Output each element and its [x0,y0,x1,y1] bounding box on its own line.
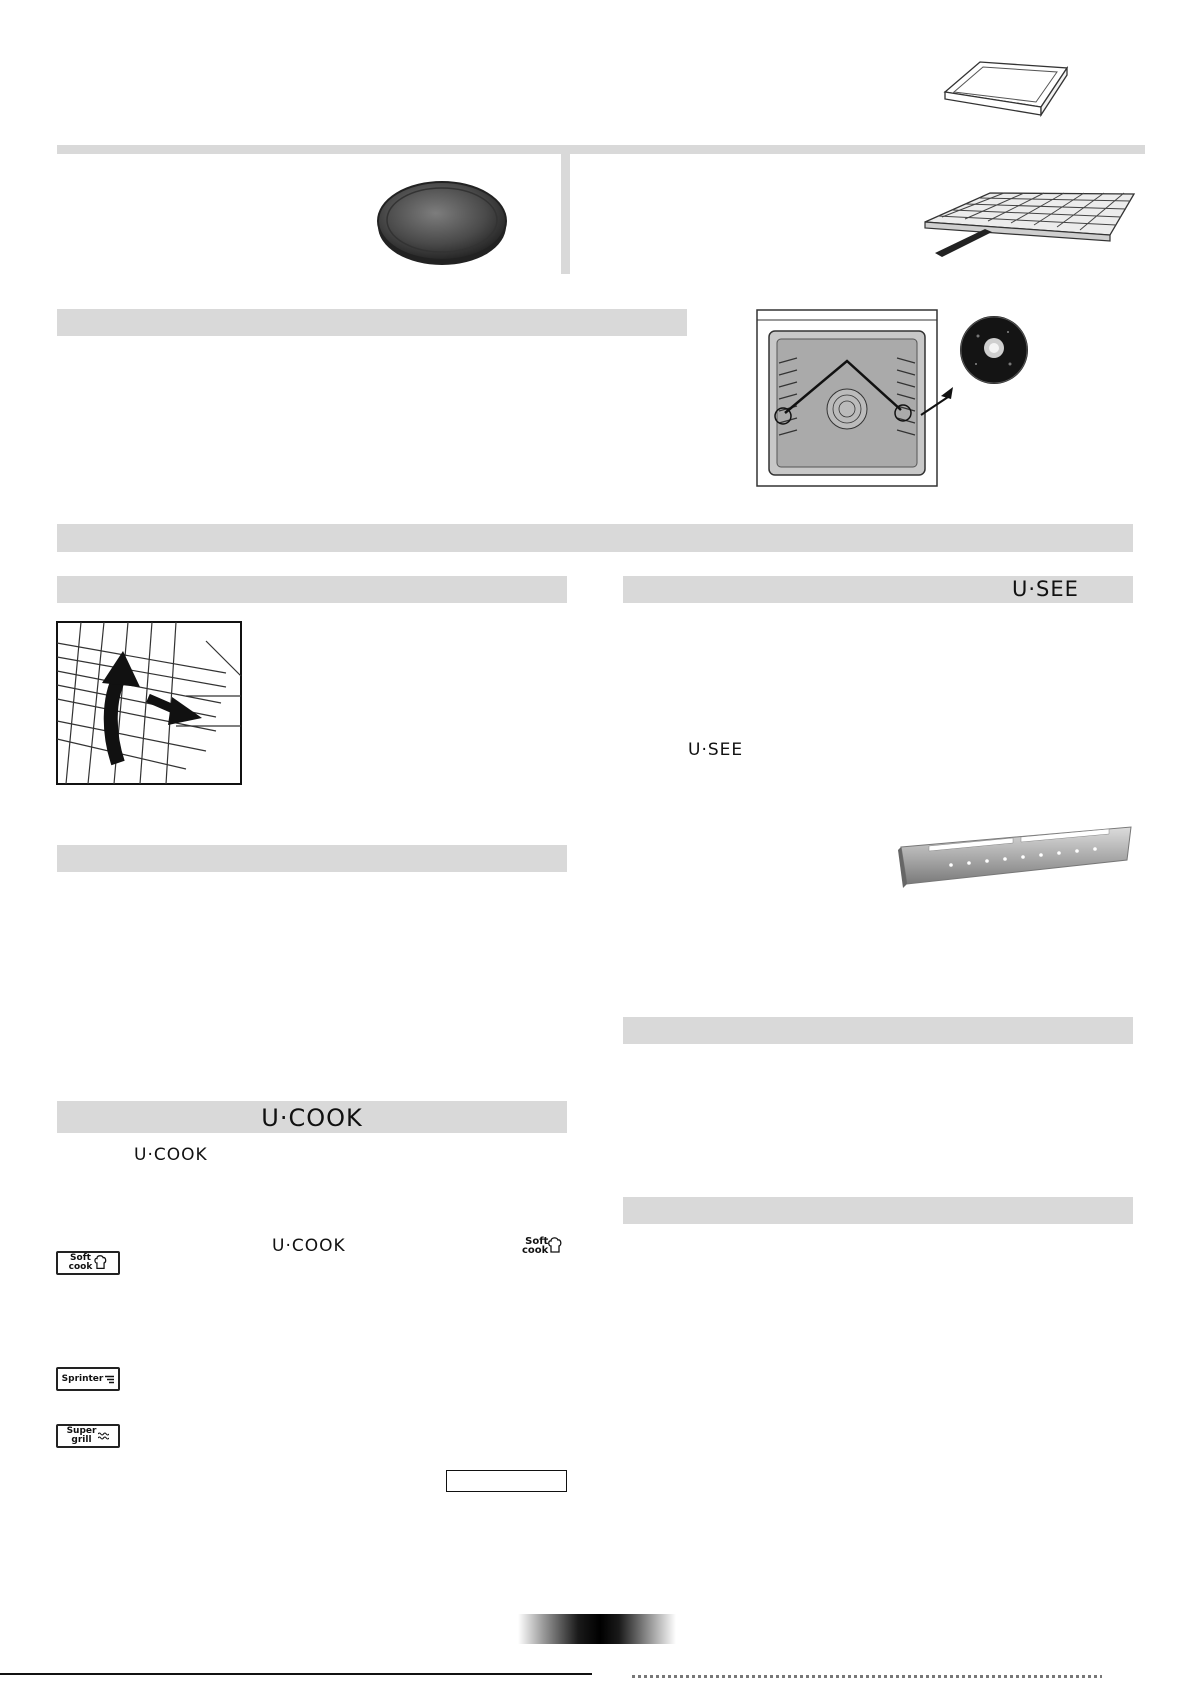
right-section-header-bar-2 [623,1017,1133,1044]
section-header-bar-1 [57,309,687,336]
empty-framed-box [446,1470,567,1492]
grill-rack-image [920,185,1140,265]
sprinter-icon-label: Sprinter [61,1373,104,1384]
sprinter-icon [56,1367,120,1391]
footer-rule [0,1673,592,1675]
ucook-logo-header: U·COOK [261,1104,363,1132]
oven-interior-diagram [755,303,955,488]
rack-removal-diagram [56,621,242,785]
chef-hat-icon [548,1237,562,1255]
full-width-header-bar [57,524,1133,552]
super-grill-icon-bottom: grill [71,1435,92,1445]
ucook-logo-inline-1: U·COOK [134,1145,208,1165]
soft-cook-icon-bottom: cook [68,1262,93,1272]
super-grill-icon [56,1424,120,1448]
oven-lamp-closeup-image [958,314,1030,386]
ucook-logo-inline-2: U·COOK [272,1236,346,1256]
footer-dotted-rule [632,1675,1102,1678]
soft-cook-icon-top: Soft [70,1253,91,1264]
vertical-divider [561,154,570,274]
left-section-header-bar-1 [57,576,567,603]
usee-logo-inline: U·SEE [688,740,744,760]
right-section-header-bar-3 [623,1197,1133,1224]
soft-cook-inline-bottom: cook [522,1245,549,1256]
speed-lines-icon [105,1375,114,1384]
grill-waves-icon [98,1431,109,1441]
baking-tray-image [935,55,1070,130]
pizza-stone-image [375,177,510,267]
usee-logo-header: U·SEE [1012,577,1079,601]
chef-hat-icon [94,1255,107,1271]
top-divider-bar [57,145,1145,154]
super-grill-icon-top: Super [66,1426,97,1437]
soft-cook-icon [56,1251,120,1275]
left-section-header-bar-2 [57,845,567,872]
page-number-gradient-tab [518,1614,676,1644]
soft-cook-inline-label [522,1237,562,1255]
soft-cook-inline-top: Soft [525,1236,549,1247]
fan-cover-panel-image [895,822,1137,892]
